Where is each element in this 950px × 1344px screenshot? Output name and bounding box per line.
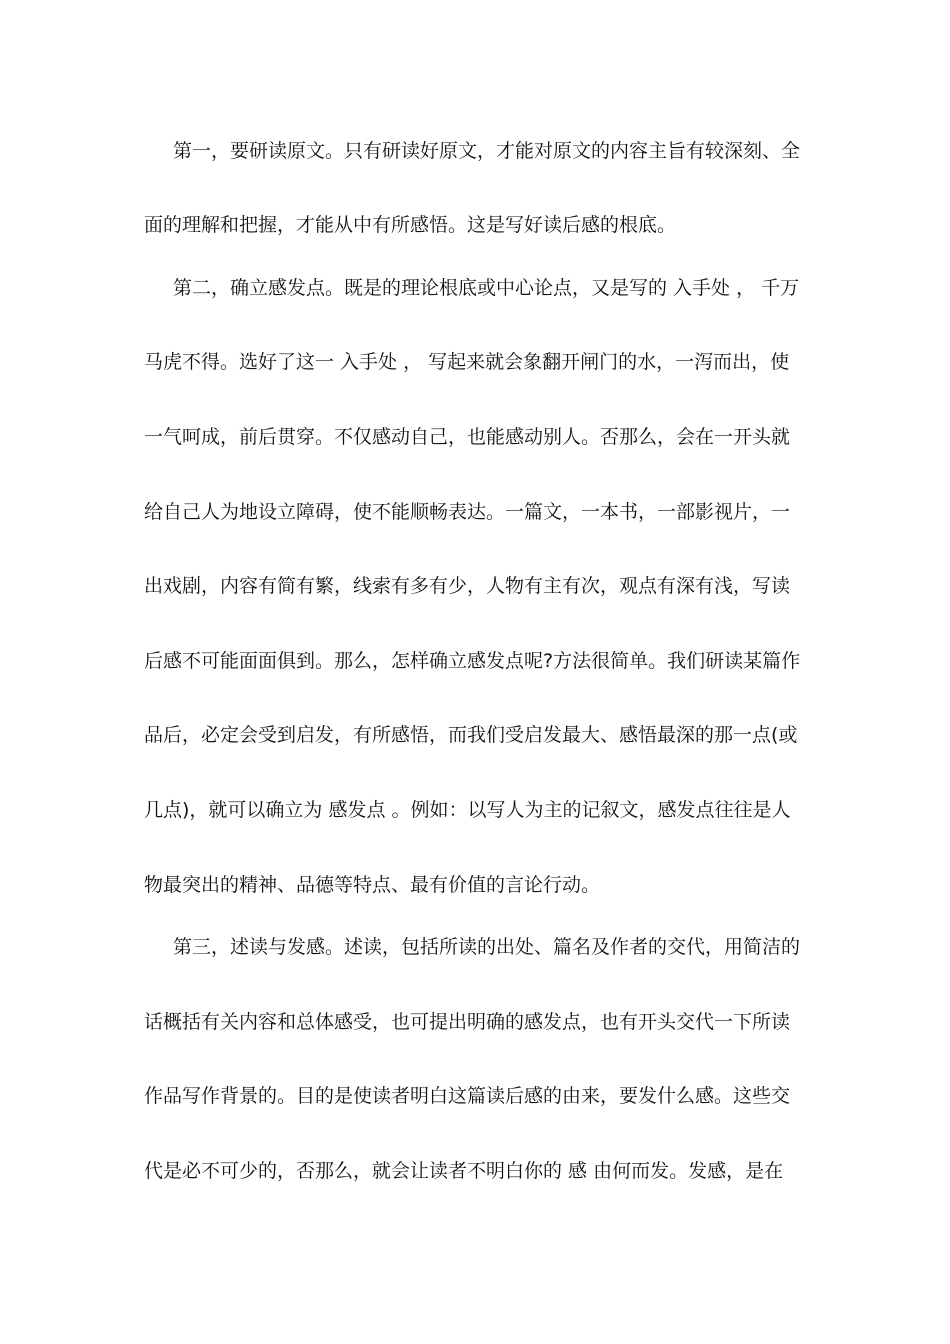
paragraph-3-line-1: 第三，述读与发感。述读，包括所读的出处、篇名及作者的交代，用简洁的 (173, 936, 801, 958)
paragraph-2-line-3: 一气呵成，前后贯穿。不仅感动自己，也能感动别人。否那么，会在一开头就 (144, 426, 791, 448)
paragraph-1-line-2: 面的理解和把握，才能从中有所感悟。这是写好读后感的根底。 (144, 214, 677, 236)
paragraph-2-line-7: 品后，必定会受到启发，有所感悟，而我们受启发最大、感悟最深的那一点(或 (144, 724, 798, 746)
paragraph-2-line-2: 马虎不得。选好了这一 入手处 ， 写起来就会象翻开闸门的水，一泻而出，使 (144, 351, 790, 373)
paragraph-2-line-6: 后感不可能面面俱到。那么，怎样确立感发点呢?方法很简单。我们研读某篇作 (144, 650, 801, 672)
paragraph-3-line-4: 代是必不可少的，否那么，就会让读者不明白你的 感 由何而发。发感，是在 (144, 1160, 784, 1182)
paragraph-2-line-4: 给自己人为地设立障碍，使不能顺畅表达。一篇文，一本书，一部影视片，一 (144, 501, 791, 523)
paragraph-2-line-1: 第二，确立感发点。既是的理论根底或中心论点，又是写的 入手处 ， 千万 (173, 277, 800, 299)
paragraph-3-line-3: 作品写作背景的。目的是使读者明白这篇读后感的由来，要发什么感。这些交 (144, 1085, 791, 1107)
paragraph-1-line-1: 第一，要研读原文。只有研读好原文，才能对原文的内容主旨有较深刻、全 (173, 140, 801, 162)
paragraph-2-line-9: 物最突出的精神、品德等特点、最有价值的言论行动。 (144, 874, 601, 896)
paragraph-3-line-2: 话概括有关内容和总体感受，也可提出明确的感发点，也有开头交代一下所读 (144, 1011, 791, 1033)
paragraph-2-line-5: 出戏剧，内容有简有繁，线索有多有少，人物有主有次，观点有深有浅，写读 (144, 575, 791, 597)
paragraph-2-line-8: 几点)，就可以确立为 感发点 。例如：以写人为主的记叙文，感发点往往是人 (144, 799, 791, 821)
